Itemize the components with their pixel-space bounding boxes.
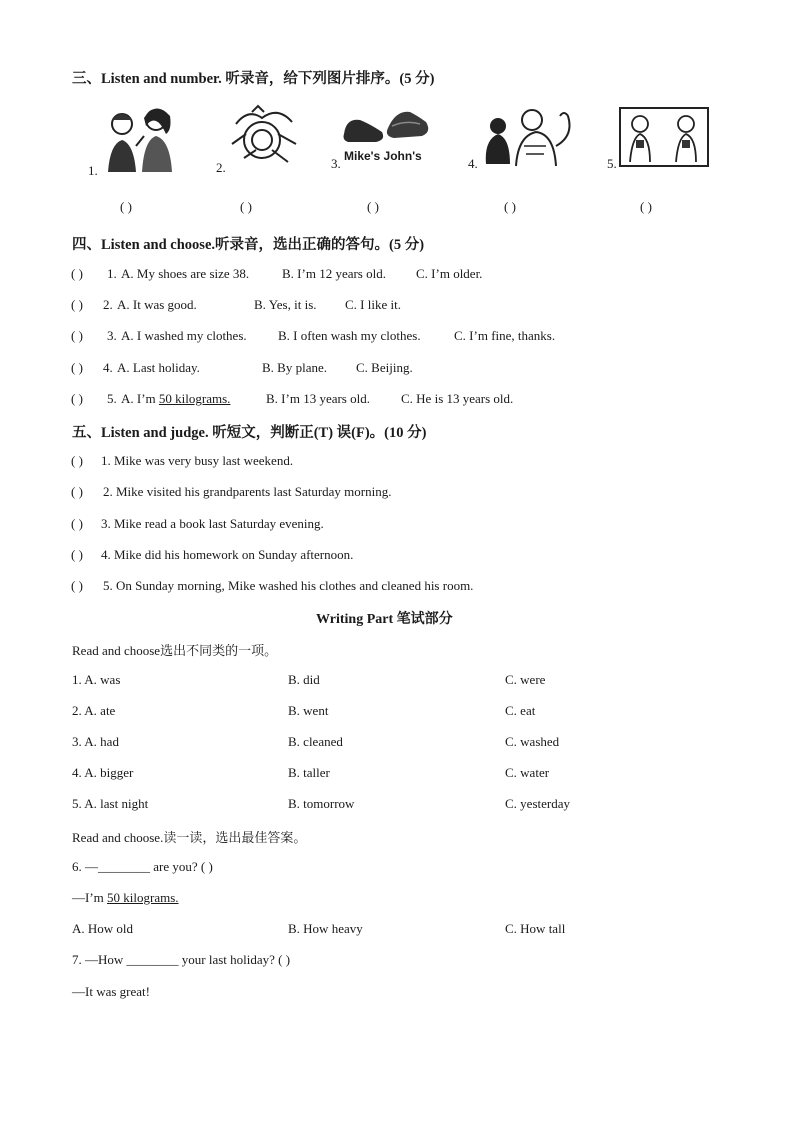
- option-c: C. Beijing.: [356, 360, 413, 375]
- answer-blank[interactable]: ( ): [71, 266, 83, 281]
- option-c: C. yesterday: [505, 796, 570, 811]
- question-number: 3.: [107, 328, 117, 343]
- option-c: C. I’m fine, thanks.: [454, 328, 556, 343]
- shoes-image: [340, 104, 432, 148]
- option-b: B. By plane.: [262, 360, 327, 375]
- option-a: [121, 391, 230, 407]
- judge-statement: 1. Mike was very busy last weekend.: [101, 453, 294, 468]
- section3-title: 三、Listen and number. 听录音，给下列图片排序。(5 分): [72, 71, 435, 87]
- monkeys-image: [480, 106, 576, 168]
- option-c: C. I like it.: [345, 297, 401, 312]
- underlined-text: 50 kilograms.: [107, 890, 179, 905]
- option-b: B. I’m 12 years old.: [282, 266, 386, 281]
- answer-6: [72, 890, 179, 906]
- underlined-text: 50 kilograms.: [158, 391, 231, 406]
- writing-part-title: Writing Part 笔试部分: [316, 612, 453, 627]
- option-a: 3. A. had: [72, 734, 119, 749]
- option-a: A. I washed my clothes.: [121, 328, 247, 343]
- picture-number: 1.: [88, 163, 98, 178]
- option-a: 1. A. was: [72, 672, 121, 687]
- answer-blank[interactable]: ( ): [71, 453, 83, 468]
- answer-blank[interactable]: ( ): [71, 547, 83, 562]
- picture-number: 3.: [331, 156, 341, 171]
- children-image: [618, 106, 710, 168]
- option-b: B. I often wash my clothes.: [278, 328, 421, 343]
- answer-blank[interactable]: ( ): [71, 297, 83, 312]
- option-a: A. My shoes are size 38.: [121, 266, 250, 281]
- part1-title: Read and choose选出不同类的一项。: [72, 643, 278, 658]
- answer-blank[interactable]: ( ): [71, 360, 83, 375]
- answer-7: —It was great!: [72, 984, 150, 999]
- option-a-text: A. I’m: [121, 391, 159, 406]
- option-c: C. washed: [505, 734, 560, 749]
- option-b: B. How heavy: [288, 921, 363, 936]
- question-number: 1.: [107, 266, 117, 281]
- option-a: 4. A. bigger: [72, 765, 134, 780]
- answer-blank[interactable]: ( ): [71, 391, 83, 406]
- option-a: A. It was good.: [117, 297, 197, 312]
- answer-text: —I’m: [72, 890, 108, 905]
- question-text: 6. —: [72, 859, 98, 874]
- picture-number: 4.: [468, 156, 478, 171]
- judge-statement: 3. Mike read a book last Saturday evening.: [101, 516, 324, 531]
- option-c: C. He is 13 years old.: [401, 391, 514, 406]
- judge-statement: 2. Mike visited his grandparents last Saturday morning.: [103, 484, 392, 499]
- answer-blank[interactable]: ( ): [367, 199, 379, 214]
- option-b: B. Yes, it is.: [254, 297, 317, 312]
- shoes-caption: Mike's John's: [344, 149, 422, 163]
- boy-and-girl-image: [100, 100, 180, 172]
- answer-blank[interactable]: ( ): [71, 484, 83, 499]
- option-a: 5. A. last night: [72, 796, 149, 811]
- answer-blank[interactable]: ( ): [240, 199, 252, 214]
- option-a: A. Last holiday.: [117, 360, 200, 375]
- option-c: C. eat: [505, 703, 536, 718]
- dragon-boat-festival-image: [228, 104, 300, 168]
- section5-title: 五、Listen and judge. 听短文，判断正(T) 误(F)。(10 分): [72, 425, 427, 441]
- option-a: A. How old: [72, 921, 134, 936]
- option-b: B. I’m 13 years old.: [266, 391, 370, 406]
- picture-number: 2.: [216, 160, 226, 175]
- option-c: C. water: [505, 765, 550, 780]
- answer-blank[interactable]: ( ): [71, 516, 83, 531]
- option-b: B. cleaned: [288, 734, 343, 749]
- question-number: 4.: [103, 360, 113, 375]
- picture-number: 5.: [607, 156, 617, 171]
- question-text: 7. —How: [72, 952, 127, 967]
- part2-title: Read and choose.读一读，选出最佳答案。: [72, 830, 307, 845]
- option-b: B. went: [288, 703, 329, 718]
- option-b: B. tomorrow: [288, 796, 355, 811]
- section4-title: 四、Listen and choose.听录音，选出正确的答句。(5 分): [72, 237, 425, 253]
- option-c: C. I’m older.: [416, 266, 483, 281]
- question-6: [72, 859, 213, 875]
- answer-blank[interactable]: ( ): [504, 199, 516, 214]
- judge-statement: 4. Mike did his homework on Sunday afternoon.: [101, 547, 354, 562]
- question-number: 2.: [103, 297, 113, 312]
- answer-blank[interactable]: ( ): [71, 578, 83, 593]
- answer-blank[interactable]: ( ): [71, 328, 83, 343]
- option-c: C. How tall: [505, 921, 566, 936]
- question-text: your last holiday? ( ): [178, 952, 291, 967]
- fill-blank[interactable]: ________: [126, 952, 179, 967]
- option-b: B. taller: [288, 765, 330, 780]
- fill-blank[interactable]: ________: [98, 859, 150, 874]
- answer-blank[interactable]: ( ): [120, 199, 132, 214]
- question-number: 5.: [107, 391, 117, 406]
- option-b: B. did: [288, 672, 320, 687]
- answer-blank[interactable]: ( ): [640, 199, 652, 214]
- question-text: are you? ( ): [150, 859, 213, 874]
- judge-statement: 5. On Sunday morning, Mike washed his clothes and cleaned his room.: [103, 578, 474, 593]
- question-7: [72, 952, 290, 968]
- option-a: 2. A. ate: [72, 703, 116, 718]
- option-c: C. were: [505, 672, 546, 687]
